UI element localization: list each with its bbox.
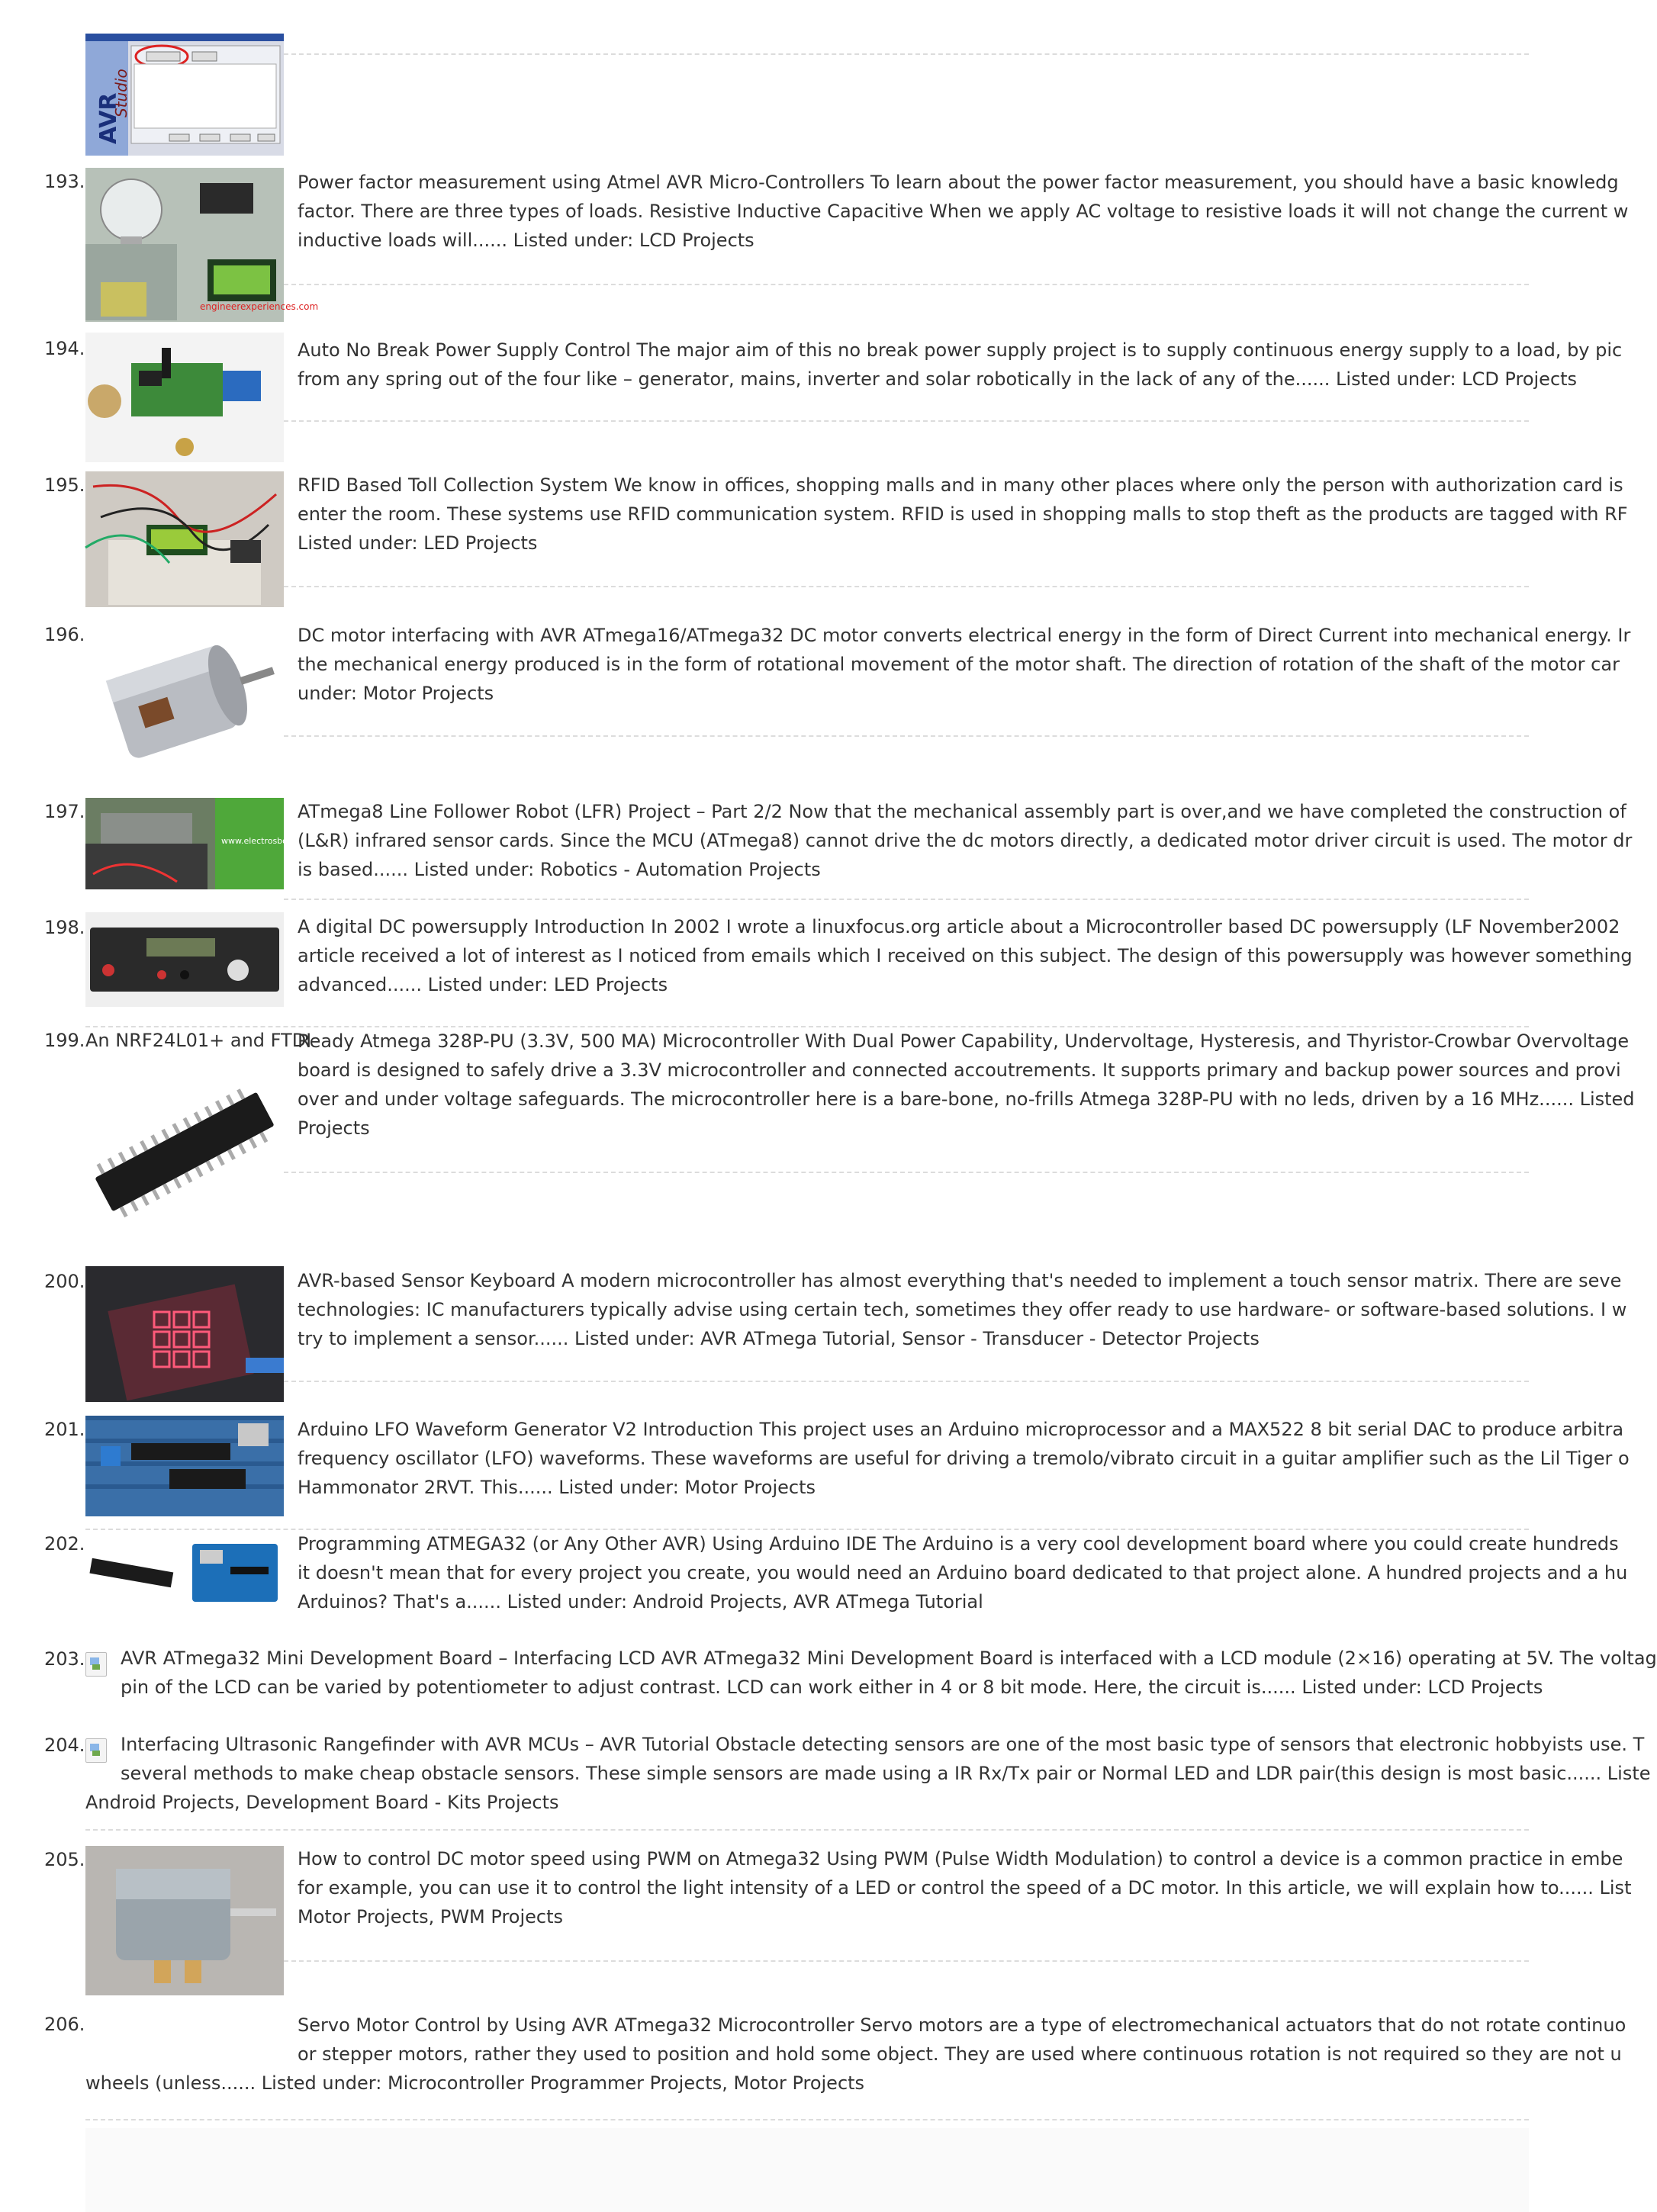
lfo-generator-board-icon bbox=[85, 1416, 284, 1516]
entry-number: 199. bbox=[44, 1030, 85, 1051]
entry-description bbox=[298, 912, 1633, 999]
description-line: AVR ATmega32 Mini Development Board – Interfacing LCD AVR ATmega32 Mini Development Board is interfaced with a LCD module (2×16) operating at 5V. The voltag bbox=[121, 1648, 1657, 1669]
sensor-keyboard-icon bbox=[85, 1266, 284, 1402]
divider bbox=[284, 420, 1529, 422]
atmega-dip-chip-icon bbox=[85, 1060, 284, 1243]
description-line: Projects bbox=[298, 1117, 370, 1139]
broken-image-icon[interactable] bbox=[85, 1652, 107, 1677]
svg-text:engineerexperiences.com: engineerexperiences.com bbox=[200, 301, 319, 312]
description-line: wheels (unless...... Listed under: Microcontroller Programmer Projects, Motor Projects bbox=[85, 2072, 865, 2094]
power-supply-board-icon bbox=[85, 333, 284, 462]
project-thumbnail[interactable] bbox=[85, 619, 284, 783]
description-line: enter the room. These systems use RFID communication system. RFID is used in shopping malls to stop theft as the products are tagged with RF bbox=[298, 503, 1628, 525]
description-line: under: Motor Projects bbox=[298, 683, 494, 704]
description-line: the mechanical energy produced is in the form of rotational movement of the motor shaft. The direction of rotation of the shaft of the motor car bbox=[298, 654, 1620, 675]
entry-description bbox=[298, 2011, 1626, 2069]
project-thumbnail[interactable] bbox=[85, 912, 284, 1007]
divider bbox=[284, 735, 1529, 737]
project-thumbnail[interactable] bbox=[85, 333, 284, 462]
description-line: frequency oscillator (LFO) waveforms. These waveforms are useful for driving a tremolo/vibrato circuit in a guitar amplifier such as the Lil Tiger o bbox=[298, 1448, 1630, 1469]
entry-number: 200. bbox=[44, 1271, 85, 1292]
description-line: is based...... Listed under: Robotics - Automation Projects bbox=[298, 859, 821, 880]
entry-description bbox=[298, 1415, 1630, 1502]
description-line: try to implement a sensor...... Listed under: AVR ATmega Tutorial, Sensor - Transducer - Detector Projects bbox=[298, 1328, 1260, 1349]
project-thumbnail[interactable] bbox=[85, 1536, 284, 1609]
project-thumbnail[interactable] bbox=[85, 168, 319, 322]
project-thumbnail[interactable] bbox=[85, 1060, 284, 1243]
entry-description-wrap bbox=[85, 2069, 1382, 2098]
divider bbox=[284, 53, 1529, 55]
divider bbox=[284, 899, 1529, 900]
description-line: Android Projects, Development Board - Kits Projects bbox=[85, 1792, 559, 1813]
entry-number: 195. bbox=[44, 474, 85, 496]
project-thumbnail[interactable] bbox=[85, 34, 284, 156]
divider bbox=[284, 1960, 1529, 1962]
description-line: (L&R) infrared sensor cards. Since the MCU (ATmega8) cannot drive the dc motors directly, a dedicated motor driver circuit is used. The motor dr bbox=[298, 830, 1633, 851]
entry-description bbox=[298, 471, 1628, 558]
divider bbox=[284, 284, 1529, 285]
entry-number: 194. bbox=[44, 338, 85, 359]
entry-description bbox=[121, 1730, 1651, 1788]
entry-number: 206. bbox=[44, 2014, 85, 2035]
project-thumbnail[interactable] bbox=[85, 798, 296, 889]
svg-text:Studio: Studio bbox=[112, 69, 130, 117]
description-line: inductive loads will...... Listed under: LCD Projects bbox=[298, 230, 754, 251]
svg-text:AVR: AVR bbox=[95, 92, 122, 144]
description-line: technologies: IC manufacturers typically advise using certain tech, sometimes they offer ready to use hardware- or software-based solutions. I w bbox=[298, 1299, 1627, 1320]
description-line: advanced...... Listed under: LED Projects bbox=[298, 974, 668, 995]
description-line: Power factor measurement using Atmel AVR Micro-Controllers To learn about the power factor measurement, you should have a basic knowledg bbox=[298, 172, 1619, 193]
project-thumbnail[interactable] bbox=[85, 1416, 284, 1516]
entry-title-prefix: An NRF24L01+ and FTDI bbox=[85, 1030, 312, 1051]
description-line: Motor Projects, PWM Projects bbox=[298, 1906, 564, 1927]
atmega32-and-arduino-icon bbox=[85, 1536, 284, 1609]
entry-description bbox=[298, 336, 1623, 394]
divider bbox=[85, 1829, 1529, 1831]
description-line: Servo Motor Control by Using AVR ATmega32 Microcontroller Servo motors are a type of electromechanical actuators that do not rotate continuo bbox=[298, 2014, 1626, 2036]
description-line: Auto No Break Power Supply Control The major aim of this no break power supply project is to supply continuous energy supply to a load, by pic bbox=[298, 339, 1623, 361]
entry-number: 204. bbox=[44, 1735, 85, 1756]
description-line: AVR-based Sensor Keyboard A modern microcontroller has almost everything that's needed to implement a touch sensor matrix. There are seve bbox=[298, 1270, 1622, 1291]
rfid-breadboard-icon bbox=[85, 471, 284, 607]
project-thumbnail[interactable] bbox=[85, 1846, 284, 1995]
description-line: How to control DC motor speed using PWM on Atmega32 Using PWM (Pulse Width Modulation) to control a device is a common practice in embe bbox=[298, 1848, 1623, 1870]
line-follower-robot-icon bbox=[85, 798, 296, 889]
project-thumbnail[interactable] bbox=[85, 471, 284, 607]
entry-number: 198. bbox=[44, 917, 85, 938]
description-line: pin of the LCD can be varied by potentiometer to adjust contrast. LCD can work either in 4 or 8 bit mode. Here, the circuit is...... Listed under: LCD Projects bbox=[121, 1677, 1543, 1698]
description-line: Ready Atmega 328P-PU (3.3V, 500 MA) Microcontroller With Dual Power Capability, Undervoltage, Hysteresis, and Thyristor-Crowbar Overvoltage bbox=[298, 1030, 1630, 1052]
description-line: over and under voltage safeguards. The microcontroller here is a bare-bone, no-frills Atmega 328P-PU with no leds, driven by a 16 MHz...... Listed bbox=[298, 1088, 1635, 1110]
entry-description bbox=[298, 168, 1629, 255]
description-line: Hammonator 2RVT. This...... Listed under: Motor Projects bbox=[298, 1477, 816, 1498]
next-entry-area bbox=[85, 2128, 1529, 2212]
description-line: several methods to make cheap obstacle sensors. These simple sensors are made using a IR Rx/Tx pair or Normal LED and LDR pair(this design is most basic...... Liste bbox=[121, 1763, 1651, 1784]
description-line: or stepper motors, rather they used to position and hold some object. They are used where continuous rotation is not required so they are not u bbox=[298, 2043, 1622, 2065]
entry-description bbox=[298, 1529, 1628, 1616]
description-line: Arduinos? That's a...... Listed under: Android Projects, AVR ATmega Tutorial bbox=[298, 1591, 983, 1612]
description-line: ATmega8 Line Follower Robot (LFR) Project – Part 2/2 Now that the mechanical assembly part is over,and we have completed the construction of bbox=[298, 801, 1626, 822]
entry-description-wrap bbox=[85, 1788, 1382, 1817]
entry-number: 197. bbox=[44, 801, 85, 822]
entry-description bbox=[298, 1266, 1627, 1353]
description-line: for example, you can use it to control the light intensity of a LED or control the speed of a DC motor. In this article, we will explain how to...... List bbox=[298, 1877, 1632, 1899]
description-line: board is designed to safely drive a 3.3V microcontroller and connected accoutrements. It supports primary and backup power sources and provi bbox=[298, 1059, 1621, 1081]
small-dc-motor-icon bbox=[85, 1846, 284, 1995]
description-line: RFID Based Toll Collection System We know in offices, shopping malls and in many other places where only the person with authorization card is bbox=[298, 474, 1623, 496]
divider bbox=[284, 1172, 1529, 1173]
description-line: it doesn't mean that for every project you create, you would need an Arduino board dedicated to that project alone. A hundred projects and a hu bbox=[298, 1562, 1628, 1583]
description-line: Interfacing Ultrasonic Rangefinder with AVR MCUs – AVR Tutorial Obstacle detecting sensors are one of the most basic type of sensors that electronic hobbyists use. T bbox=[121, 1734, 1645, 1755]
broken-image-icon[interactable] bbox=[85, 1738, 107, 1763]
svg-text:www.electrosbo...: www.electrosbo... bbox=[221, 836, 296, 846]
divider bbox=[284, 586, 1529, 587]
divider bbox=[284, 1381, 1529, 1382]
avr-studio-dialog-icon bbox=[85, 34, 284, 156]
entry-number: 201. bbox=[44, 1419, 85, 1440]
description-line: Listed under: LED Projects bbox=[298, 532, 538, 554]
entry-number: 205. bbox=[44, 1849, 85, 1870]
dc-motor-icon bbox=[85, 619, 284, 783]
description-line: Programming ATMEGA32 (or Any Other AVR) Using Arduino IDE The Arduino is a very cool development board where you could create hundreds bbox=[298, 1533, 1619, 1555]
entry-number: 193. bbox=[44, 171, 85, 192]
entry-number: 196. bbox=[44, 624, 85, 645]
description-line: DC motor interfacing with AVR ATmega16/ATmega32 DC motor converts electrical energy in the form of Direct Current into mechanical energy. Ir bbox=[298, 625, 1631, 646]
entry-description bbox=[121, 1644, 1657, 1702]
entry-number: 202. bbox=[44, 1533, 85, 1555]
dc-powersupply-icon bbox=[85, 912, 284, 1007]
description-line: from any spring out of the four like – generator, mains, inverter and solar robotically in the lack of any of the...... Listed under: LCD Projects bbox=[298, 368, 1578, 390]
entry-description bbox=[298, 1844, 1632, 1931]
description-line: A digital DC powersupply Introduction In 2002 I wrote a linuxfocus.org article about a Microcontroller based DC powersupply (LF November2002 bbox=[298, 916, 1620, 937]
description-line: article received a lot of interest as I noticed from emails which I received on this subject. The design of this powersupply was however something bbox=[298, 945, 1633, 966]
description-line: Arduino LFO Waveform Generator V2 Introduction This project uses an Arduino microprocessor and a MAX522 8 bit serial DAC to produce arbitra bbox=[298, 1419, 1624, 1440]
project-thumbnail[interactable] bbox=[85, 1266, 284, 1402]
entry-number: 203. bbox=[44, 1648, 85, 1670]
entry-description bbox=[298, 797, 1633, 884]
divider bbox=[85, 2119, 1529, 2120]
entry-description bbox=[298, 1027, 1635, 1143]
power-factor-board-icon bbox=[85, 168, 319, 322]
entry-description bbox=[298, 621, 1631, 708]
description-line: factor. There are three types of loads. Resistive Inductive Capacitive When we apply AC voltage to resistive loads it will not change the current w bbox=[298, 201, 1629, 222]
